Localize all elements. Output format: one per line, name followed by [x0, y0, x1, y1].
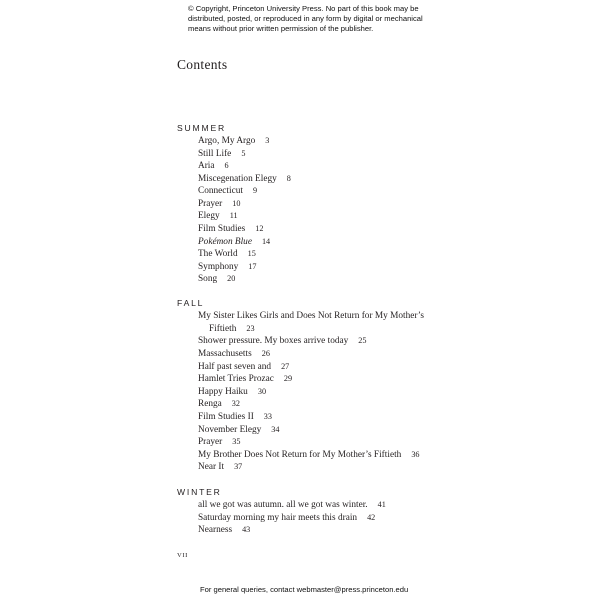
toc-entry-title: Saturday morning my hair meets this drain	[198, 513, 358, 523]
toc-entry-page: 3	[265, 136, 270, 145]
toc-entry-title: Renga	[198, 399, 222, 409]
toc-entry[interactable]	[198, 373, 292, 386]
toc-entry-page: 30	[257, 387, 267, 396]
toc-entry-page: 33	[263, 412, 272, 421]
section-heading-fall: FALL	[177, 298, 205, 308]
toc-entry[interactable]	[198, 524, 250, 537]
copyright-notice	[188, 4, 428, 34]
toc-entry-page: 42	[367, 513, 376, 522]
copyright-line: distributed, posted, or reproduced in any form by digital or mechanical	[188, 14, 423, 23]
toc-entry[interactable]	[198, 436, 240, 449]
toc-entry-title: My Brother Does Not Return for My Mother’s Fiftieth	[198, 450, 402, 460]
toc-entry-page: 35	[232, 437, 241, 446]
toc-entry-page: 8	[286, 174, 291, 183]
toc-entry-page: 12	[255, 224, 264, 233]
toc-entry-title: Film Studies II	[198, 412, 254, 422]
toc-entry-page: 29	[283, 374, 293, 383]
toc-entry[interactable]	[198, 198, 240, 211]
toc-entry-title: Prayer	[198, 437, 223, 447]
toc-entry-page: 14	[261, 237, 271, 246]
toc-entry[interactable]	[198, 210, 238, 223]
toc-entry-title: My Sister Likes Girls and Does Not Return for My Mother’s	[198, 311, 425, 321]
toc-entry[interactable]	[198, 512, 375, 525]
toc-entry-title: all we got was autumn. all we got was winter.	[198, 500, 368, 510]
toc-entry-title: Elegy	[198, 211, 220, 221]
toc-entry-page: 23	[246, 324, 255, 333]
copyright-line: © Copyright, Princeton University Press. No part of this book may be	[188, 4, 419, 13]
toc-entry[interactable]	[198, 348, 270, 361]
toc-entry[interactable]	[198, 236, 270, 249]
toc-entry-title: Film Studies	[198, 224, 246, 234]
toc-entry[interactable]	[198, 310, 424, 323]
toc-entry-title: Near It	[198, 462, 225, 472]
toc-entry[interactable]	[198, 135, 269, 148]
toc-entry-title: Hamlet Tries Prozac	[198, 374, 274, 384]
toc-entry-page: 10	[232, 199, 241, 208]
section-heading-summer: SUMMER	[177, 123, 226, 133]
copyright-line: means without prior written permission of the publisher.	[188, 24, 374, 33]
toc-entry-title: Massachusetts	[198, 349, 252, 359]
toc-entry[interactable]	[198, 386, 266, 399]
page-title: Contents	[177, 57, 228, 72]
toc-entry[interactable]	[198, 248, 256, 261]
toc-entry-title: Connecticut	[198, 186, 243, 196]
toc-entry[interactable]	[198, 335, 366, 348]
toc-entry-title: Argo, My Argo	[198, 136, 256, 146]
toc-entry-page: 27	[281, 362, 290, 371]
toc-entry[interactable]	[198, 398, 240, 411]
toc-entry-title: November Elegy	[198, 425, 262, 435]
toc-entry-page: 15	[247, 249, 256, 258]
toc-entry-title: Prayer	[198, 199, 223, 209]
toc-entry-title: Happy Haiku	[198, 387, 248, 397]
toc-entry-page: 25	[358, 336, 367, 345]
toc-entry-page: 32	[231, 399, 240, 408]
toc-entry-title: Half past seven and	[198, 362, 272, 372]
toc-entry-page: 41	[377, 500, 386, 509]
page-folio: VII	[177, 552, 188, 559]
toc-entry-page: 26	[261, 349, 270, 358]
toc-entry-title: Symphony	[198, 262, 239, 272]
toc-entry[interactable]	[198, 160, 229, 173]
toc-entry-page: 17	[248, 262, 257, 271]
toc-entry-title: Nearness	[198, 525, 233, 535]
toc-entry-page: 34	[271, 425, 280, 434]
toc-entry-title: Pokémon Blue	[198, 237, 252, 247]
section-heading-winter: WINTER	[177, 487, 222, 497]
toc-entry[interactable]	[198, 148, 245, 161]
toc-entry-page: 11	[229, 211, 238, 220]
toc-entry-page: 6	[224, 161, 229, 170]
toc-entry-title: Shower pressure. My boxes arrive today	[198, 336, 349, 346]
toc-entry[interactable]	[198, 361, 289, 374]
toc-entry-page: 43	[242, 525, 251, 534]
toc-entry-title: Miscegenation Elegy	[198, 174, 277, 184]
toc-entry-page: 9	[252, 186, 258, 195]
footer-contact: For general queries, contact webmaster@press.princeton.edu	[200, 585, 409, 594]
toc-entry[interactable]	[198, 461, 242, 474]
toc-entry-page: 36	[411, 450, 420, 459]
toc-entry[interactable]	[198, 411, 272, 424]
toc-entry-continuation[interactable]	[209, 323, 255, 336]
toc-entry[interactable]	[198, 173, 291, 186]
toc-entry[interactable]	[198, 499, 386, 512]
toc-entry[interactable]	[198, 449, 420, 462]
toc-entry[interactable]	[198, 223, 263, 236]
toc-entry[interactable]	[198, 273, 235, 286]
toc-entry-title: Aria	[198, 161, 215, 171]
toc-entry-title: Song	[198, 274, 218, 284]
toc-entry-page: 37	[234, 462, 243, 471]
toc-entry[interactable]	[198, 261, 256, 274]
toc-entry-title: Still Life	[198, 149, 232, 159]
toc-entry-title: The World	[198, 249, 238, 259]
toc-entry[interactable]	[198, 424, 279, 437]
toc-entry-page: 20	[227, 274, 236, 283]
toc-entry-title-continuation: Fiftieth	[209, 324, 237, 334]
toc-entry[interactable]	[198, 185, 257, 198]
toc-entry-page: 5	[241, 149, 246, 158]
